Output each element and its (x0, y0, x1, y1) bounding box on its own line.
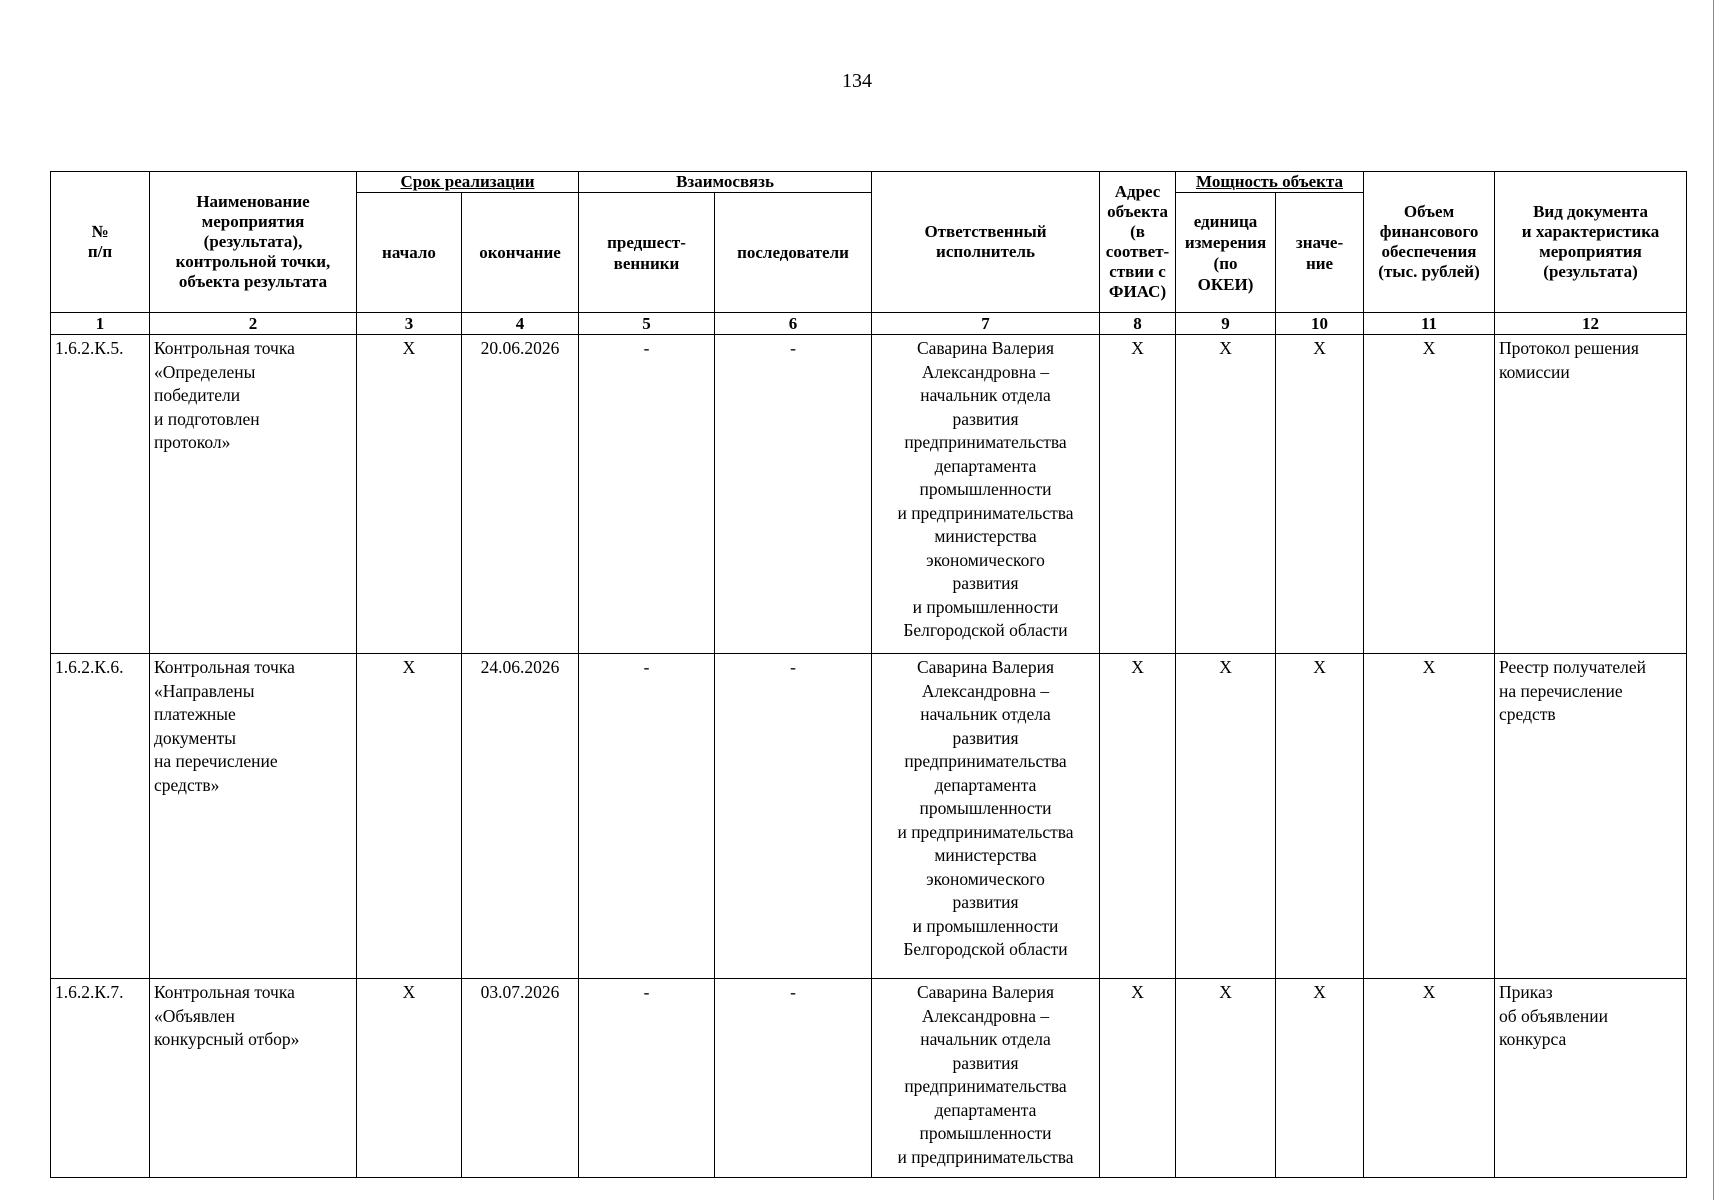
row-successors: - (715, 979, 872, 1178)
row-unit: Х (1176, 654, 1276, 979)
column-number: 8 (1100, 313, 1176, 335)
row-value: Х (1276, 979, 1364, 1178)
header-predecessors: предшест- венники (579, 193, 715, 313)
header-finance: Объем финансового обеспечения (тыс. рублей) (1364, 172, 1495, 313)
header-address: Адрес объекта (в соответ- ствии с ФИАС) (1100, 172, 1176, 313)
page-number: 134 (842, 70, 872, 92)
row-start: Х (357, 979, 462, 1178)
row-value: Х (1276, 335, 1364, 654)
row-successors: - (715, 654, 872, 979)
row-responsible: Саварина Валерия Александровна – начальник отдела развития предпринимательства департамента промышленности и предпринимательства (872, 979, 1100, 1178)
row-successors: - (715, 335, 872, 654)
row-finance: Х (1364, 979, 1495, 1178)
column-number: 11 (1364, 313, 1495, 335)
column-number: 10 (1276, 313, 1364, 335)
row-responsible: Саварина Валерия Александровна – начальник отдела развития предпринимательства департамента промышленности и предпринимательства министерства экономического развития и промышленности Белгородской области (872, 654, 1100, 979)
row-num: 1.6.2.К.7. (51, 979, 150, 1178)
row-value: Х (1276, 654, 1364, 979)
row-num: 1.6.2.К.5. (51, 335, 150, 654)
row-start: Х (357, 654, 462, 979)
row-finance: Х (1364, 335, 1495, 654)
row-address: Х (1100, 654, 1176, 979)
row-start: Х (357, 335, 462, 654)
row-doc: Приказ об объявлении конкурса (1495, 979, 1687, 1178)
row-end: 03.07.2026 (462, 979, 579, 1178)
row-doc: Протокол решения комиссии (1495, 335, 1687, 654)
row-name: Контрольная точка «Определены победители и подготовлен протокол» (150, 335, 357, 654)
row-predecessors: - (579, 979, 715, 1178)
row-address: Х (1100, 979, 1176, 1178)
row-doc: Реестр получателей на перечисление средств (1495, 654, 1687, 979)
row-num: 1.6.2.К.6. (51, 654, 150, 979)
column-number-row (51, 313, 1687, 335)
column-number: 2 (150, 313, 357, 335)
row-end: 24.06.2026 (462, 654, 579, 979)
header-capacity: Мощность объекта (1176, 172, 1364, 193)
table-row (51, 654, 1687, 979)
row-end: 20.06.2026 (462, 335, 579, 654)
column-number: 4 (462, 313, 579, 335)
header-value: значе- ние (1276, 193, 1364, 313)
row-address: Х (1100, 335, 1176, 654)
table-row (51, 979, 1687, 1178)
column-number: 1 (51, 313, 150, 335)
header-unit: единица измерения (по ОКЕИ) (1176, 193, 1276, 313)
header-relation: Взаимосвязь (579, 172, 872, 193)
header-end: окончание (462, 193, 579, 313)
column-number: 12 (1495, 313, 1687, 335)
row-predecessors: - (579, 335, 715, 654)
header-num: № п/п (51, 172, 150, 313)
row-finance: Х (1364, 654, 1495, 979)
header-successors: последователи (715, 193, 872, 313)
column-number: 6 (715, 313, 872, 335)
row-responsible: Саварина Валерия Александровна – начальник отдела развития предпринимательства департамента промышленности и предпринимательства министерства экономического развития и промышленности Белгородской области (872, 335, 1100, 654)
implementation-plan-table (50, 171, 1687, 1178)
header-row-top (51, 172, 1687, 193)
header-responsible: Ответственный исполнитель (872, 172, 1100, 313)
header-start: начало (357, 193, 462, 313)
table-row (51, 335, 1687, 654)
column-number: 5 (579, 313, 715, 335)
column-number: 3 (357, 313, 462, 335)
row-predecessors: - (579, 654, 715, 979)
column-number: 7 (872, 313, 1100, 335)
header-period: Срок реализации (357, 172, 579, 193)
header-name: Наименование мероприятия (результата), контрольной точки, объекта результата (150, 172, 357, 313)
row-unit: Х (1176, 335, 1276, 654)
column-number: 9 (1176, 313, 1276, 335)
header-doc: Вид документа и характеристика мероприятия (результата) (1495, 172, 1687, 313)
row-unit: Х (1176, 979, 1276, 1178)
row-name: Контрольная точка «Объявлен конкурсный отбор» (150, 979, 357, 1178)
row-name: Контрольная точка «Направлены платежные документы на перечисление средств» (150, 654, 357, 979)
